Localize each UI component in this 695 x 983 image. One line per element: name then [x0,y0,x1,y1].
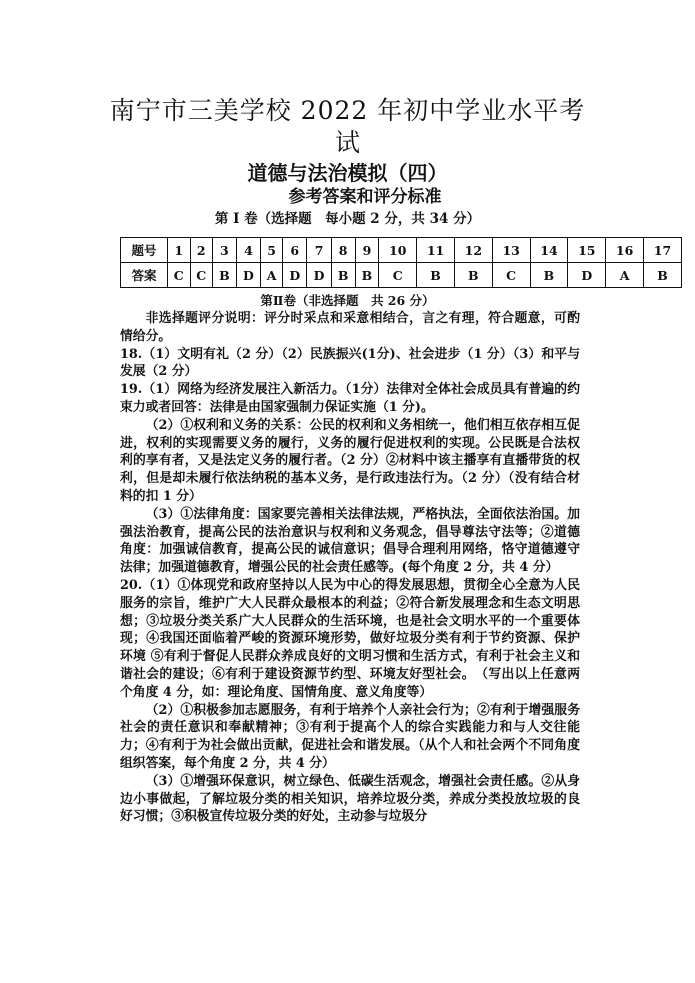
document-title-line2: 试 [334,128,360,157]
question-number: 17 [644,238,682,263]
answer-cell: A [261,263,283,288]
row-label-number: 题号 [121,238,168,263]
question-number: 7 [307,238,331,263]
answer-q20-part2: （2）①积极参加志愿服务，有利于培养个人亲社会行为；②有利于增强服务社会的责任意识和奉献精神；③有利于提高个人的综合实践能力和与人交往能力；④有利于为社会做出贡献，促进社会和谐发展。（从个人和社会两个不同角度组织答案，每个角度 2 分，共 4 分） [120,702,580,771]
question-number: 8 [331,238,355,263]
answer-cell: D [283,263,307,288]
question-number: 9 [355,238,379,263]
question-number: 14 [530,238,568,263]
answer-cell: D [568,263,606,288]
question-number: 2 [190,238,213,263]
row-label-answer: 答案 [121,263,168,288]
answer-q19-part1: 19.（1）网络为经济发展注入新活力。（1分）法律对全体社会成员具有普遍的约束力或者回答：法律是由国家强制力保证实施（1 分)。 [120,382,580,415]
answer-key-subtitle: 参考答案和评分标准 [288,187,442,207]
question-number: 11 [417,238,455,263]
section-1-heading: 第 I 卷（选择题 每小题 2 分，共 34 分） [214,211,481,227]
answer-q20-part3: （3）①增强环保意识，树立绿色、低碳生活观念，增强社会责任感。②从身边小事做起，了解垃圾分类的相关知识，培养垃圾分类，养成分类投放垃圾的良好习惯；③积极宣传垃圾分类的好处，主动参与垃圾分 [120,773,580,825]
answer-cell: C [168,263,191,288]
answer-table [120,237,682,288]
answer-cell: A [606,263,644,288]
answer-q20-part1: 20.（1）①体现党和政府坚持以人民为中心的得发展思想，贯彻全心全意为人民服务的宗旨，维护广大人民群众最根本的利益；②符合新发展理念和生态文明思想；③垃圾分类关系广大人民群众的生活环境，也是社会文明水平的一个重要体现；④我国还面临着严峻的资源环境形势，做好垃圾分类有利于节约资源、保护环境 ⑤有利于督促人民群众养成良好的文明习惯和生活方式，有利于社会主义和谐社会的建设；⑥有利于建设资源节约型、环境友好型社会。 （写出以上任意两个角度 4 分，如：理论角度、国情角度、意义角度等） [120,577,580,700]
question-number: 15 [568,238,606,263]
answer-q18: 18.（1）文明有礼（2 分）（2）民族振兴(1分)、社会进步（1 分）（3）和平与发展（2 分） [120,346,580,380]
question-number: 5 [261,238,283,263]
answer-q19-part2: （2）①权利和义务的关系：公民的权利和义务相统一，他们相互依存相互促进，权利的实现需要义务的履行，义务的履行促进权利的实现。公民既是合法权利的享有者，又是法定义务的履行者。（2 分）②材料中该主播享有直播带货的权利，但是却未履行依法纳税的基本义务，是行政违法行为。（2 分）（没有结合材料的扣 1 分） [120,417,580,504]
table-row-numbers [121,238,682,263]
answer-q19-part3: （3）①法律角度：国家要完善相关法律法规，严格执法，全面依法治国。加强法治教育，提高公民的法治意识与权利和义务观念，倡导尊法守法等；②道德角度：加强诚信教育，提高公民的诚信意识；倡导合理利用网络，恪守道德遵守法律；加强道德教育，增强公民的社会责任感等。(每个角度 2 分，共 4 分） [120,506,580,576]
question-number: 12 [454,238,492,263]
answer-cell: D [307,263,331,288]
question-number: 13 [492,238,530,263]
answer-cell: B [454,263,492,288]
answer-cell: B [331,263,355,288]
question-number: 6 [283,238,307,263]
answer-cell: C [190,263,213,288]
question-number: 16 [606,238,644,263]
answer-cell: D [236,263,260,288]
answer-body [120,310,580,826]
answer-cell: B [417,263,455,288]
answer-cell: B [213,263,237,288]
answer-cell: B [530,263,568,288]
table-row-answers [121,263,682,288]
answer-cell: B [355,263,379,288]
scoring-note: 非选择题评分说明：评分时采点和采意相结合，言之有理，符合题意，可酌情给分。 [120,311,580,344]
question-number: 10 [379,238,417,263]
subject-title: 道德与法治模拟（四） [247,161,448,185]
answer-cell: B [644,263,682,288]
question-number: 1 [168,238,191,263]
document-title-line1: 南宁市三美学校 2022 年初中学业水平考 [109,96,586,125]
question-number: 3 [213,238,237,263]
question-number: 4 [236,238,260,263]
answer-cell: C [492,263,530,288]
section-2-heading: 第Ⅱ卷（非选择题 共 26 分） [260,293,435,308]
answer-cell: C [379,263,417,288]
